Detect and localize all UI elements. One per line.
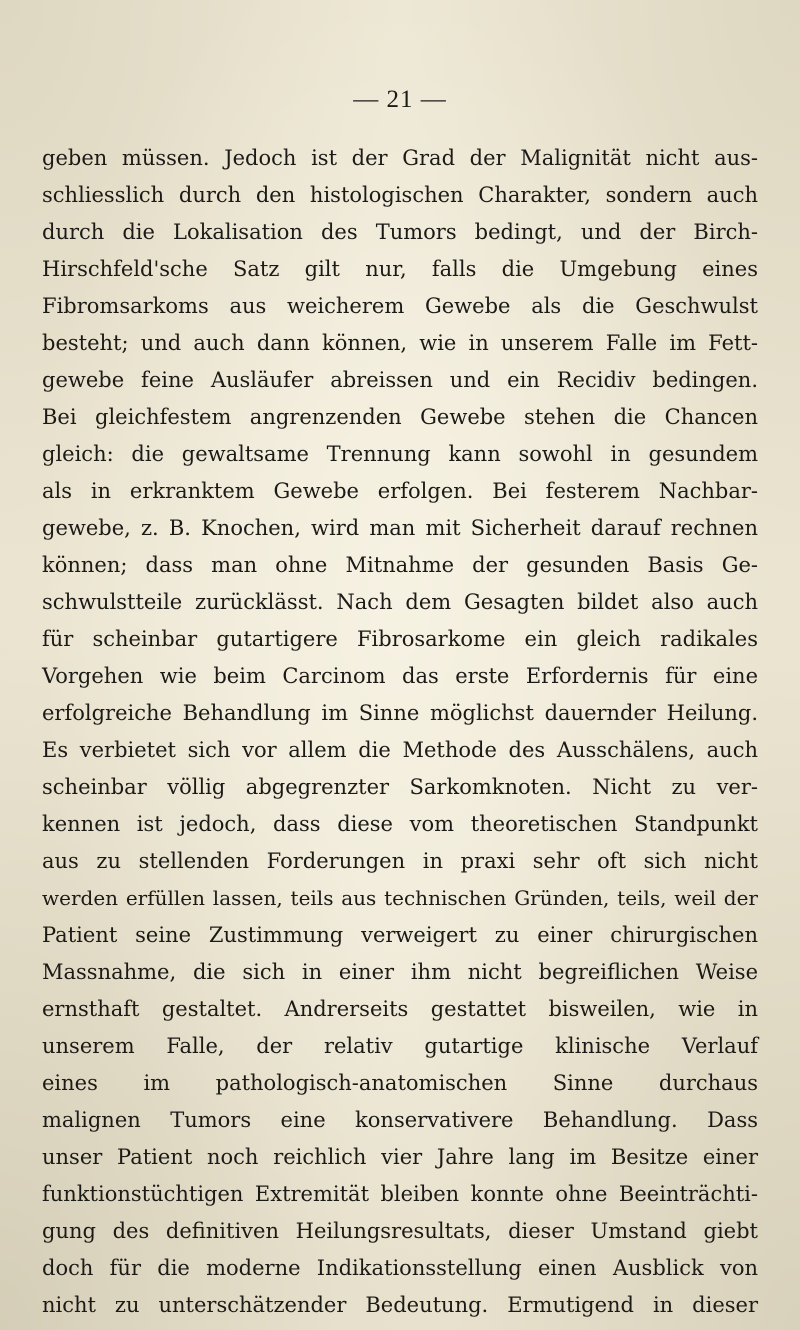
- text-line: als in erkranktem Gewebe erfolgen. Bei festerem Nachbar-: [42, 479, 758, 503]
- text-line: gleich: die gewaltsame Trennung kann sowohl in gesundem: [42, 442, 758, 466]
- text-line: Hirschfeld'sche Satz gilt nur, falls die Umgebung eines: [42, 257, 758, 281]
- text-line: Patient seine Zustimmung verweigert zu einer chirurgischen: [42, 923, 758, 947]
- text-line: für scheinbar gutartigere Fibrosarkome ein gleich radikales: [42, 627, 758, 651]
- text-line: eines im pathologisch-anatomischen Sinne durchaus: [42, 1071, 758, 1095]
- page-number: — 21 —: [353, 86, 447, 113]
- text-line: Es verbietet sich vor allem die Methode des Ausschälens, auch: [42, 738, 758, 762]
- text-line: ernsthaft gestaltet. Andrerseits gestattet bisweilen, wie in: [42, 997, 758, 1021]
- text-line: schwulstteile zurücklässt. Nach dem Gesagten bildet also auch: [42, 590, 758, 614]
- text-line: gewebe, z. B. Knochen, wird man mit Sicherheit darauf rechnen: [42, 516, 758, 540]
- text-line: besteht; und auch dann können, wie in unserem Falle im Fett-: [42, 331, 758, 355]
- text-line: Fibromsarkoms aus weicherem Gewebe als die Geschwulst: [42, 294, 758, 318]
- body-text: [42, 140, 758, 1324]
- text-line: geben müssen. Jedoch ist der Grad der Malignität nicht aus-: [42, 146, 758, 170]
- text-line: gung des definitiven Heilungsresultats, dieser Umstand giebt: [42, 1219, 758, 1243]
- text-line: werden erfüllen lassen, teils aus technischen Gründen, teils, weil der: [42, 886, 758, 910]
- text-line: Bei gleichfestem angrenzenden Gewebe stehen die Chancen: [42, 405, 758, 429]
- text-line: malignen Tumors eine konservativere Behandlung. Dass: [42, 1108, 758, 1132]
- text-line: Massnahme, die sich in einer ihm nicht begreiflichen Weise: [42, 960, 758, 984]
- text-line: können; dass man ohne Mitnahme der gesunden Basis Ge-: [42, 553, 758, 577]
- text-line: schliesslich durch den histologischen Charakter, sondern auch: [42, 183, 758, 207]
- text-line: kennen ist jedoch, dass diese vom theoretischen Standpunkt: [42, 812, 758, 836]
- text-line: durch die Lokalisation des Tumors bedingt, und der Birch-: [42, 220, 758, 244]
- text-line: funktionstüchtigen Extremität bleiben konnte ohne Beeinträchti-: [42, 1182, 758, 1206]
- text-line: unser Patient noch reichlich vier Jahre lang im Besitze einer: [42, 1145, 758, 1169]
- text-line: scheinbar völlig abgegrenzter Sarkomknoten. Nicht zu ver-: [42, 775, 758, 799]
- text-line: aus zu stellenden Forderungen in praxi sehr oft sich nicht: [42, 849, 758, 873]
- text-line: unserem Falle, der relativ gutartige klinische Verlauf: [42, 1034, 758, 1058]
- text-line: erfolgreiche Behandlung im Sinne möglichst dauernder Heilung.: [42, 701, 758, 725]
- text-line: doch für die moderne Indikationsstellung einen Ausblick von: [42, 1256, 758, 1280]
- text-line: gewebe feine Ausläufer abreissen und ein Recidiv bedingen.: [42, 368, 758, 392]
- text-line: nicht zu unterschätzender Bedeutung. Ermutigend in dieser: [42, 1293, 758, 1317]
- text-line: Vorgehen wie beim Carcinom das erste Erfordernis für eine: [42, 664, 758, 688]
